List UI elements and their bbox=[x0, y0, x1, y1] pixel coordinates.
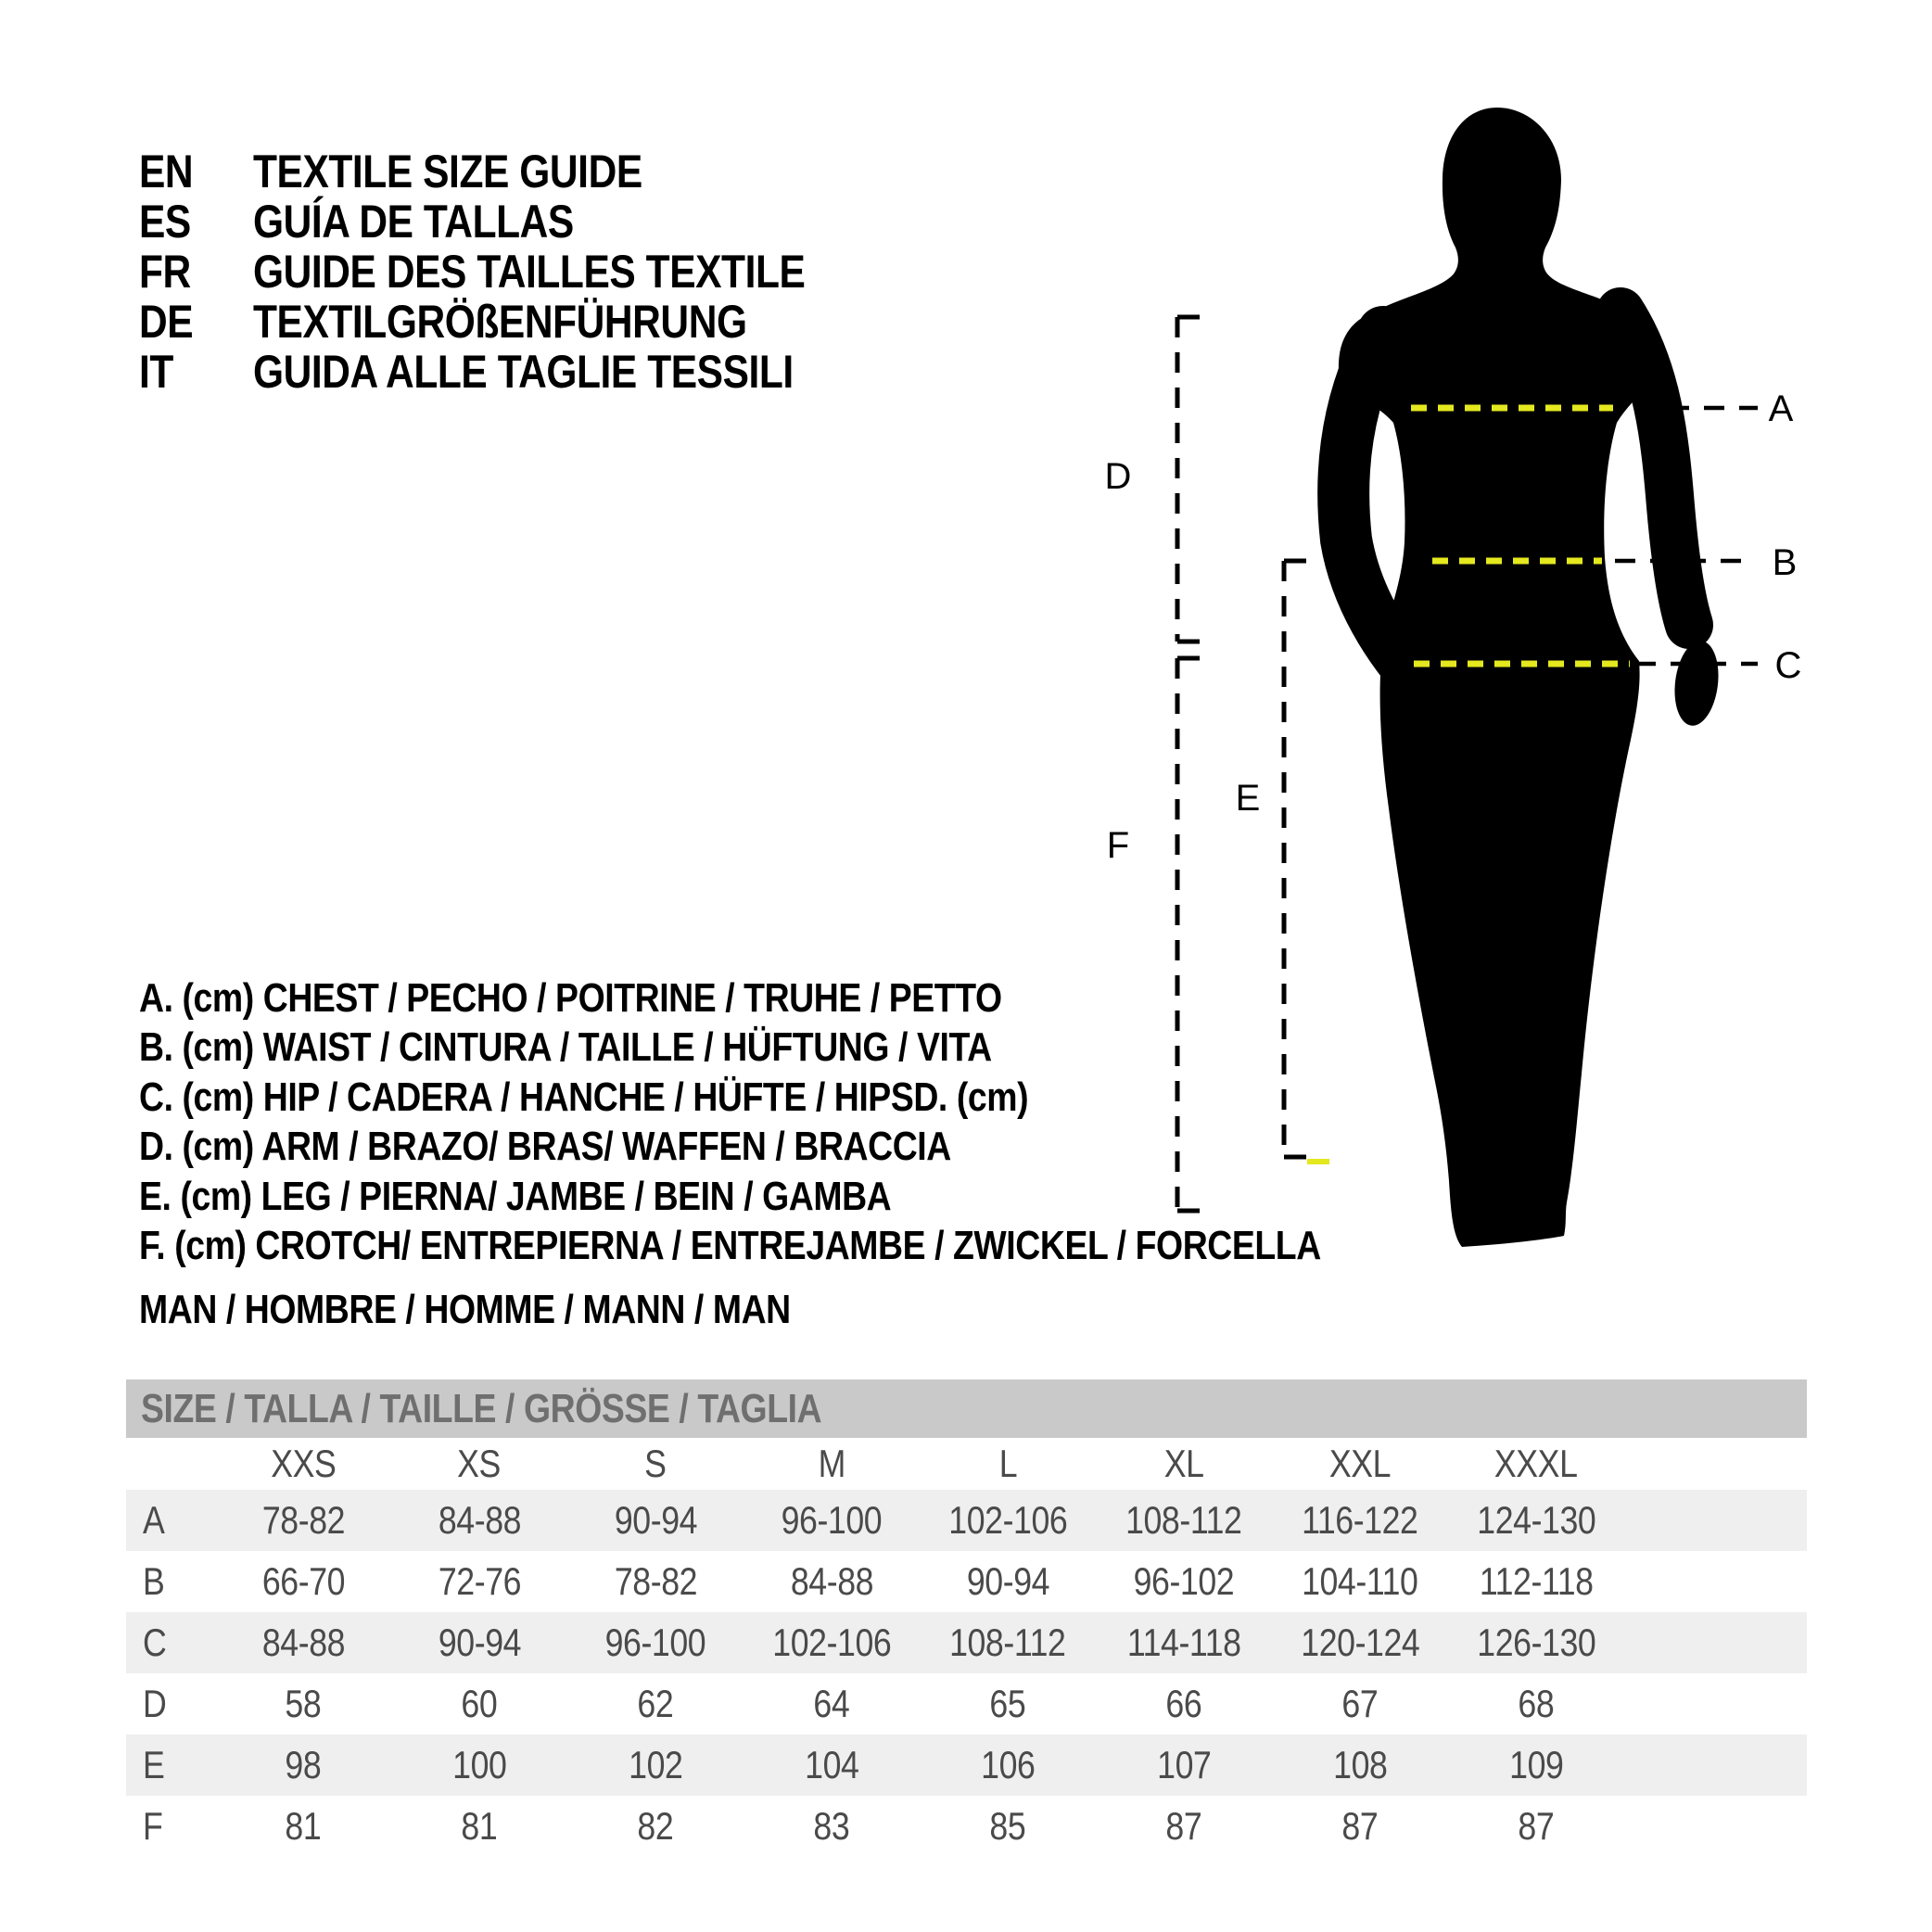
table-cell: 102-106 bbox=[947, 1498, 1068, 1542]
table-row bbox=[126, 1796, 1807, 1857]
table-cell: 104-110 bbox=[1302, 1559, 1418, 1603]
table-cell: 81 bbox=[285, 1804, 322, 1848]
diagram-label-leg: E bbox=[1235, 778, 1261, 819]
table-cell: 84-88 bbox=[438, 1498, 521, 1542]
table-cell: 116-122 bbox=[1302, 1498, 1418, 1542]
category-line-text: MAN / HOMBRE / HOMME / MANN / MAN bbox=[139, 1287, 791, 1332]
table-cell: 100 bbox=[451, 1743, 507, 1786]
table-cell: 66 bbox=[1165, 1682, 1202, 1725]
language-code: FR bbox=[139, 246, 191, 298]
language-title-list bbox=[139, 146, 903, 397]
size-column-header: XL bbox=[1163, 1442, 1204, 1485]
language-row bbox=[139, 197, 903, 247]
row-label: D bbox=[143, 1682, 167, 1725]
size-column-header: L bbox=[998, 1442, 1017, 1485]
language-code: DE bbox=[139, 296, 194, 348]
table-cell: 66-70 bbox=[261, 1559, 345, 1603]
category-line bbox=[139, 1285, 906, 1335]
table-cell: 84-88 bbox=[790, 1559, 873, 1603]
table-cell: 107 bbox=[1156, 1743, 1212, 1786]
size-table-header-spacer bbox=[126, 1438, 215, 1490]
table-cell: 96-100 bbox=[781, 1498, 883, 1542]
legend-text: C. (cm) HIP / CADERA / HANCHE / HÜFTE / HIPSD. (cm) bbox=[139, 1074, 1029, 1120]
size-table-body bbox=[126, 1490, 1807, 1857]
table-cell: 84-88 bbox=[261, 1621, 345, 1664]
table-cell: 58 bbox=[285, 1682, 322, 1725]
language-row bbox=[139, 297, 903, 347]
table-cell: 87 bbox=[1341, 1804, 1379, 1848]
table-cell: 109 bbox=[1508, 1743, 1564, 1786]
row-label: A bbox=[143, 1498, 165, 1542]
size-column-header: S bbox=[644, 1442, 667, 1485]
table-cell: 126-130 bbox=[1476, 1621, 1596, 1664]
table-cell: 87 bbox=[1518, 1804, 1555, 1848]
diagram-label-hip: C bbox=[1774, 645, 1802, 686]
table-cell: 104 bbox=[804, 1743, 859, 1786]
table-row bbox=[126, 1490, 1807, 1551]
legend-text: D. (cm) ARM / BRAZO/ BRAS/ WAFFEN / BRACCIA bbox=[139, 1124, 951, 1170]
table-cell: 87 bbox=[1165, 1804, 1202, 1848]
size-column-header: XXS bbox=[270, 1442, 337, 1485]
table-cell: 108 bbox=[1332, 1743, 1388, 1786]
table-cell: 102-106 bbox=[771, 1621, 892, 1664]
table-cell: 65 bbox=[989, 1682, 1026, 1725]
table-cell: 68 bbox=[1518, 1682, 1555, 1725]
table-cell: 60 bbox=[461, 1682, 498, 1725]
row-label: E bbox=[143, 1743, 165, 1786]
table-cell: 85 bbox=[989, 1804, 1026, 1848]
table-cell: 82 bbox=[637, 1804, 674, 1848]
table-cell: 72-76 bbox=[438, 1559, 521, 1603]
size-table-header-row bbox=[126, 1438, 1807, 1490]
table-row bbox=[126, 1673, 1807, 1735]
size-table bbox=[126, 1379, 1807, 1857]
table-cell: 78-82 bbox=[614, 1559, 697, 1603]
language-code: EN bbox=[139, 146, 194, 197]
diagram-label-arm: D bbox=[1104, 456, 1132, 497]
table-cell: 102 bbox=[628, 1743, 683, 1786]
language-title: TEXTILE SIZE GUIDE bbox=[253, 146, 642, 197]
size-column-header: XS bbox=[457, 1442, 502, 1485]
diagram-label-chest: A bbox=[1768, 388, 1794, 429]
size-table-title: SIZE / TALLA / TAILLE / GRÖSSE / TAGLIA bbox=[141, 1385, 822, 1431]
size-diagram bbox=[1020, 83, 1932, 1279]
table-cell: 106 bbox=[980, 1743, 1036, 1786]
table-cell: 62 bbox=[637, 1682, 674, 1725]
table-cell: 78-82 bbox=[261, 1498, 345, 1542]
row-label: F bbox=[143, 1804, 163, 1848]
legend-text: E. (cm) LEG / PIERNA/ JAMBE / BEIN / GAMBA bbox=[139, 1173, 892, 1219]
language-title: GUIDE DES TAILLES TEXTILE bbox=[253, 246, 806, 298]
table-cell: 108-112 bbox=[949, 1621, 1066, 1664]
language-code: IT bbox=[139, 346, 173, 398]
language-title: GUÍA DE TALLAS bbox=[253, 196, 574, 248]
language-row bbox=[139, 347, 903, 397]
man-silhouette-right-arm bbox=[1621, 311, 1689, 625]
table-cell: 90-94 bbox=[438, 1621, 521, 1664]
table-cell: 96-100 bbox=[604, 1621, 706, 1664]
diagram-label-waist: B bbox=[1772, 542, 1798, 583]
table-cell: 124-130 bbox=[1476, 1498, 1596, 1542]
row-label: B bbox=[143, 1559, 165, 1603]
table-cell: 112-118 bbox=[1479, 1559, 1594, 1603]
table-cell: 120-124 bbox=[1300, 1621, 1420, 1664]
table-cell: 98 bbox=[285, 1743, 322, 1786]
table-cell: 64 bbox=[813, 1682, 850, 1725]
legend-text: A. (cm) CHEST / PECHO / POITRINE / TRUHE / PETTO bbox=[139, 974, 1002, 1021]
legend-text: B. (cm) WAIST / CINTURA / TAILLE / HÜFTUNG / VITA bbox=[139, 1024, 992, 1071]
language-code: ES bbox=[139, 196, 191, 248]
language-row bbox=[139, 247, 903, 297]
man-right-hand bbox=[1671, 639, 1723, 729]
table-cell: 108-112 bbox=[1125, 1498, 1242, 1542]
size-column-header: XXL bbox=[1328, 1442, 1392, 1485]
row-label: C bbox=[143, 1621, 167, 1664]
table-cell: 114-118 bbox=[1126, 1621, 1241, 1664]
table-cell: 83 bbox=[813, 1804, 850, 1848]
language-row bbox=[139, 146, 903, 197]
table-cell: 96-102 bbox=[1133, 1559, 1235, 1603]
language-title: TEXTILGRÖßENFÜHRUNG bbox=[253, 296, 747, 348]
size-column-header: M bbox=[818, 1442, 845, 1485]
size-column-header: XXXL bbox=[1494, 1442, 1578, 1485]
size-table-title-bar bbox=[126, 1379, 1807, 1438]
table-row bbox=[126, 1612, 1807, 1673]
table-cell: 90-94 bbox=[614, 1498, 697, 1542]
diagram-label-crotch: F bbox=[1106, 825, 1130, 866]
table-cell: 67 bbox=[1341, 1682, 1379, 1725]
language-title: GUIDA ALLE TAGLIE TESSILI bbox=[253, 346, 794, 398]
table-cell: 90-94 bbox=[966, 1559, 1049, 1603]
table-row bbox=[126, 1735, 1807, 1796]
table-row bbox=[126, 1551, 1807, 1612]
table-cell: 81 bbox=[461, 1804, 498, 1848]
legend-text: F. (cm) CROTCH/ ENTREPIERNA / ENTREJAMBE / ZWICKEL / FORCELLA bbox=[139, 1223, 1321, 1269]
